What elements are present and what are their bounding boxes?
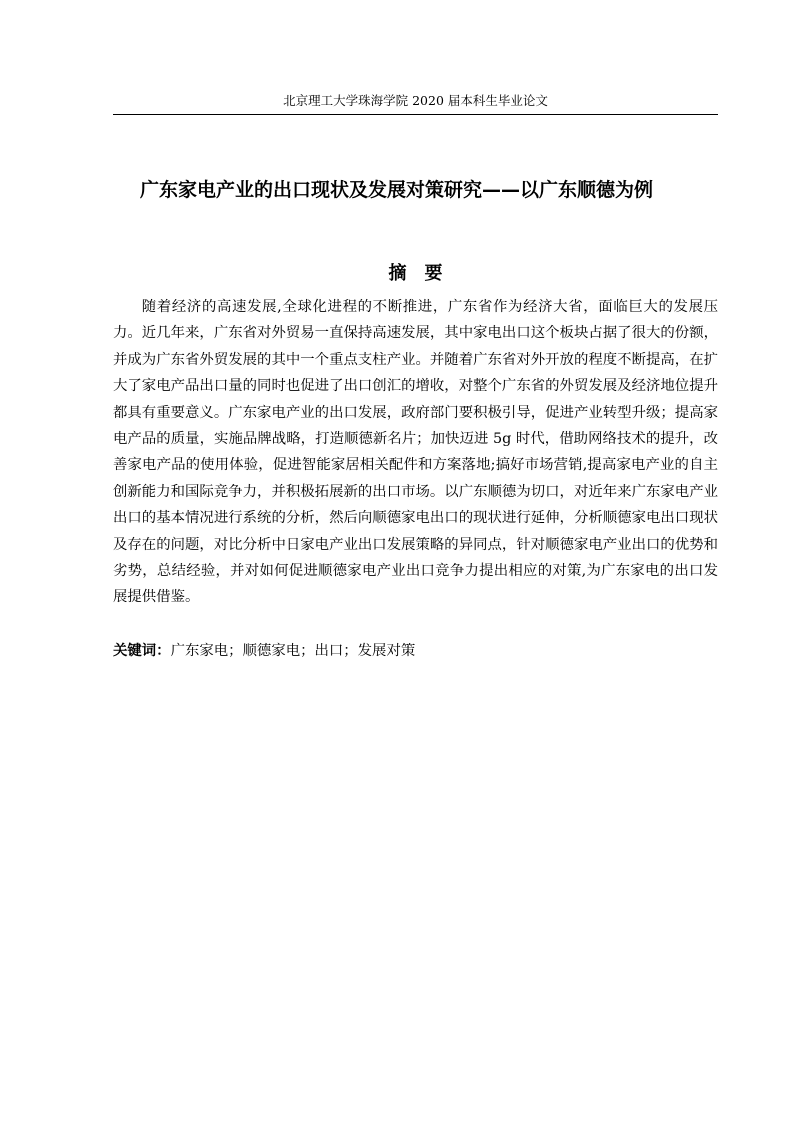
keywords-line [113,638,718,664]
header-text: 北京理工大学珠海学院 2020 届本科生毕业论文 [283,93,548,108]
abstract-body: 随着经济的高速发展,全球化进程的不断推进，广东省作为经济大省，面临巨大的发展压力。近几年来，广东省对外贸易一直保持高速发展，其中家电出口这个板块占据了很大的份额，并成为广东省外贸发展的其中一个重点支柱产业。并随着广东省对外开放的程度不断提高，在扩大了家电产品出口量的同时也促进了出口创汇的增收，对整个广东省的外贸发展及经济地位提升都具有重要意义。广东家电产业的出口发展，政府部门要积极引导，促进产业转型升级；提高家电产品的质量，实施品牌战略，打造顺德新名片；加快迈进 5g 时代，借助网络技术的提升，改善家电产品的使用体验，促进智能家居相关配件和方案落地;搞好市场营销,提高家电产业的自主创新能力和国际竞争力，并积极拓展新的出口市场。以广东顺德为切口，对近年来广东家电产业出口的基本情况进行系统的分析，然后向顺德家电出口的现状进行延伸，分析顺德家电出口现状及存在的问题，对比分析中日家电产业出口发展策略的异同点，针对顺德家电产业出口的优势和劣势，总结经验，并对如何促进顺德家电产业出口竞争力提出相应的对策,为广东家电的出口发展提供借鉴。 [113,299,718,606]
paper-title: 广东家电产业的出口现状及发展对策研究——以广东顺德为例 [139,179,653,201]
page-header [113,90,718,115]
abstract-heading: 摘要 [388,263,461,284]
keywords-label: 关键词： [113,643,171,659]
keywords-text: 广东家电；顺德家电；出口；发展对策 [170,643,416,659]
